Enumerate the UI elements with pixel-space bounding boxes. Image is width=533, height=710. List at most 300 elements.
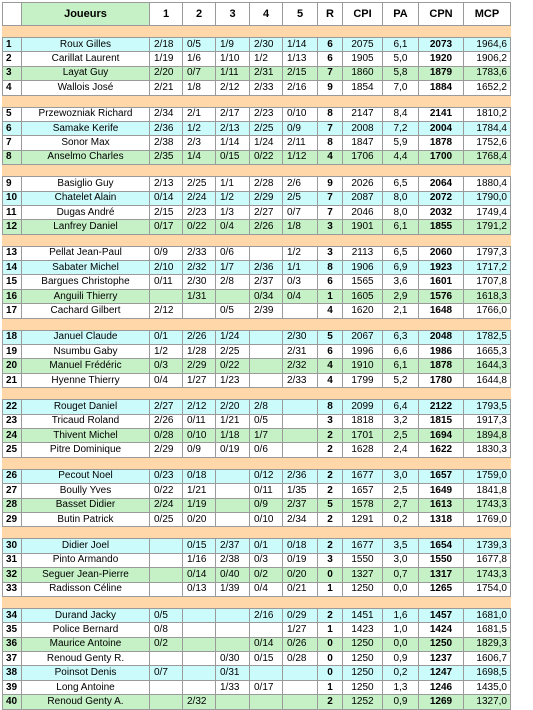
round-3-result: 1/3 <box>216 205 250 219</box>
player-row <box>3 553 511 567</box>
separator-cell <box>250 596 283 608</box>
player-cpi: 1906 <box>343 261 383 275</box>
round-4-result: 1/24 <box>250 136 283 150</box>
player-cpi: 1620 <box>343 304 383 318</box>
round-4-result: 2/39 <box>250 304 283 318</box>
player-number: 22 <box>3 400 22 414</box>
round-5-result: 2/34 <box>283 512 318 526</box>
player-cpn: 2064 <box>419 177 464 191</box>
round-1-result: 2/20 <box>150 66 183 80</box>
round-3-result: 1/23 <box>216 373 250 387</box>
player-mcp: 1749,4 <box>464 205 511 219</box>
separator-cell <box>183 388 216 400</box>
round-5-result: 1/13 <box>283 52 318 66</box>
header-num <box>3 3 22 26</box>
player-pa: 6,5 <box>383 246 419 260</box>
player-pa: 6,1 <box>383 220 419 234</box>
player-name: Pellat Jean-Paul <box>22 246 150 260</box>
group-separator <box>3 388 511 400</box>
player-pa: 7,2 <box>383 121 419 135</box>
player-mcp: 1964,6 <box>464 38 511 52</box>
round-2-result: 0/9 <box>183 443 216 457</box>
separator-cell <box>3 527 22 539</box>
player-cpi: 1657 <box>343 484 383 498</box>
round-3-result: 0/31 <box>216 666 250 680</box>
separator-cell <box>3 26 22 38</box>
round-5-result: 0/28 <box>283 652 318 666</box>
round-4-result: 0/14 <box>250 637 283 651</box>
player-number: 31 <box>3 553 22 567</box>
round-1-result: 2/12 <box>150 304 183 318</box>
separator-cell <box>150 388 183 400</box>
player-mcp: 1681,0 <box>464 608 511 622</box>
player-row <box>3 484 511 498</box>
round-3-result: 2/38 <box>216 553 250 567</box>
player-cpi: 1565 <box>343 275 383 289</box>
player-name: Rouget Daniel <box>22 400 150 414</box>
round-3-result: 2/20 <box>216 400 250 414</box>
round-4-result: 1/2 <box>250 52 283 66</box>
player-r: 0 <box>318 568 343 582</box>
player-row <box>3 205 511 219</box>
player-name: Bargues Christophe <box>22 275 150 289</box>
player-name: Renoud Genty R. <box>22 652 150 666</box>
player-mcp: 1717,2 <box>464 261 511 275</box>
round-5-result: 1/35 <box>283 484 318 498</box>
player-number: 21 <box>3 373 22 387</box>
player-name: Manuel Frédéric <box>22 359 150 373</box>
round-4-result: 2/27 <box>250 205 283 219</box>
player-pa: 3,2 <box>383 414 419 428</box>
player-cpi: 2087 <box>343 191 383 205</box>
player-number: 3 <box>3 66 22 80</box>
player-cpn: 1265 <box>419 582 464 596</box>
round-5-result: 2/32 <box>283 359 318 373</box>
round-2-result <box>183 637 216 651</box>
player-cpi: 1327 <box>343 568 383 582</box>
separator-cell <box>283 318 318 330</box>
round-2-result: 1/21 <box>183 484 216 498</box>
player-name: Hyenne Thierry <box>22 373 150 387</box>
player-pa: 5,9 <box>383 136 419 150</box>
separator-cell <box>383 95 419 107</box>
round-4-result: 0/5 <box>250 414 283 428</box>
separator-cell <box>283 165 318 177</box>
round-1-result <box>150 568 183 582</box>
separator-cell <box>343 388 383 400</box>
player-mcp: 1783,6 <box>464 66 511 80</box>
round-3-result <box>216 512 250 526</box>
player-row <box>3 38 511 52</box>
round-5-result: 0/26 <box>283 637 318 651</box>
round-4-result: 2/30 <box>250 38 283 52</box>
player-name: Chatelet Alain <box>22 191 150 205</box>
player-r: 2 <box>318 443 343 457</box>
player-r: 5 <box>318 330 343 344</box>
round-2-result: 1/19 <box>183 498 216 512</box>
player-cpi: 1250 <box>343 666 383 680</box>
player-cpi: 1677 <box>343 539 383 553</box>
round-5-result: 2/30 <box>283 330 318 344</box>
round-1-result: 2/27 <box>150 400 183 414</box>
player-number: 26 <box>3 469 22 483</box>
separator-cell <box>22 318 150 330</box>
round-2-result <box>183 680 216 694</box>
round-2-result: 1/4 <box>183 150 216 164</box>
separator-cell <box>464 165 511 177</box>
player-r: 4 <box>318 150 343 164</box>
player-cpn: 1780 <box>419 373 464 387</box>
separator-cell <box>250 95 283 107</box>
player-number: 7 <box>3 136 22 150</box>
group-separator <box>3 26 511 38</box>
player-mcp: 1782,5 <box>464 330 511 344</box>
round-3-result: 1/9 <box>216 38 250 52</box>
separator-cell <box>183 318 216 330</box>
player-mcp: 1790,0 <box>464 191 511 205</box>
player-row <box>3 623 511 637</box>
round-4-result <box>250 373 283 387</box>
separator-cell <box>250 234 283 246</box>
round-5-result: 0/21 <box>283 582 318 596</box>
round-1-result: 0/8 <box>150 623 183 637</box>
player-cpn: 1878 <box>419 136 464 150</box>
player-mcp: 1652,2 <box>464 81 511 95</box>
player-number: 20 <box>3 359 22 373</box>
round-5-result: 2/31 <box>283 345 318 359</box>
separator-cell <box>464 26 511 38</box>
round-1-result <box>150 582 183 596</box>
player-row <box>3 289 511 303</box>
player-mcp: 1435,0 <box>464 680 511 694</box>
player-r: 2 <box>318 695 343 709</box>
group-separator <box>3 527 511 539</box>
player-cpn: 1250 <box>419 637 464 651</box>
round-3-result: 1/2 <box>216 191 250 205</box>
round-4-result: 2/29 <box>250 191 283 205</box>
separator-cell <box>318 95 343 107</box>
group-separator <box>3 596 511 608</box>
separator-cell <box>250 26 283 38</box>
round-5-result: 0/4 <box>283 289 318 303</box>
player-cpi: 1250 <box>343 582 383 596</box>
player-row <box>3 680 511 694</box>
separator-cell <box>283 234 318 246</box>
group-separator <box>3 234 511 246</box>
round-1-result: 2/35 <box>150 150 183 164</box>
round-4-result: 0/2 <box>250 568 283 582</box>
player-row <box>3 330 511 344</box>
round-4-result: 0/17 <box>250 680 283 694</box>
player-pa: 4,4 <box>383 150 419 164</box>
round-2-result: 0/11 <box>183 414 216 428</box>
header-row <box>3 3 511 26</box>
player-cpi: 2008 <box>343 121 383 135</box>
player-cpi: 1799 <box>343 373 383 387</box>
separator-cell <box>419 234 464 246</box>
player-name: Nsumbu Gaby <box>22 345 150 359</box>
round-2-result: 2/26 <box>183 330 216 344</box>
player-pa: 6,4 <box>383 400 419 414</box>
round-3-result <box>216 695 250 709</box>
round-4-result: 2/33 <box>250 81 283 95</box>
player-pa: 0,0 <box>383 582 419 596</box>
player-name: Anselmo Charles <box>22 150 150 164</box>
player-r: 8 <box>318 136 343 150</box>
player-name: Didier Joel <box>22 539 150 553</box>
player-cpi: 2046 <box>343 205 383 219</box>
round-5-result: 0/29 <box>283 608 318 622</box>
round-2-result: 2/1 <box>183 107 216 121</box>
separator-cell <box>464 457 511 469</box>
separator-cell <box>419 318 464 330</box>
round-3-result: 2/8 <box>216 275 250 289</box>
round-2-result: 2/23 <box>183 205 216 219</box>
separator-cell <box>216 234 250 246</box>
round-4-result: 0/34 <box>250 289 283 303</box>
round-2-result <box>183 666 216 680</box>
separator-cell <box>464 95 511 107</box>
round-2-result: 1/8 <box>183 81 216 95</box>
separator-cell <box>250 165 283 177</box>
round-4-result <box>250 695 283 709</box>
header-round-3: 3 <box>216 3 250 26</box>
player-number: 6 <box>3 121 22 135</box>
header-joueurs: Joueurs <box>22 3 150 26</box>
round-2-result: 1/28 <box>183 345 216 359</box>
player-cpn: 2004 <box>419 121 464 135</box>
player-mcp: 1906,2 <box>464 52 511 66</box>
player-number: 13 <box>3 246 22 260</box>
player-pa: 5,2 <box>383 373 419 387</box>
player-mcp: 1743,3 <box>464 568 511 582</box>
player-cpi: 1250 <box>343 680 383 694</box>
separator-cell <box>464 318 511 330</box>
round-5-result: 1/14 <box>283 38 318 52</box>
round-1-result <box>150 652 183 666</box>
player-cpn: 1237 <box>419 652 464 666</box>
player-name: Samake Kerife <box>22 121 150 135</box>
separator-cell <box>22 234 150 246</box>
player-number: 29 <box>3 512 22 526</box>
round-4-result: 0/4 <box>250 582 283 596</box>
player-cpi: 1860 <box>343 66 383 80</box>
player-number: 15 <box>3 275 22 289</box>
player-number: 16 <box>3 289 22 303</box>
player-cpi: 1423 <box>343 623 383 637</box>
separator-cell <box>419 26 464 38</box>
player-mcp: 1766,0 <box>464 304 511 318</box>
round-2-result <box>183 608 216 622</box>
round-5-result <box>283 680 318 694</box>
player-cpn: 2141 <box>419 107 464 121</box>
separator-cell <box>183 95 216 107</box>
round-4-result <box>250 345 283 359</box>
player-number: 11 <box>3 205 22 219</box>
player-number: 23 <box>3 414 22 428</box>
player-name: Tricaud Roland <box>22 414 150 428</box>
player-mcp: 1665,3 <box>464 345 511 359</box>
player-pa: 5,0 <box>383 52 419 66</box>
player-mcp: 1768,4 <box>464 150 511 164</box>
player-r: 6 <box>318 345 343 359</box>
round-1-result: 2/21 <box>150 81 183 95</box>
player-row <box>3 220 511 234</box>
round-5-result: 2/5 <box>283 191 318 205</box>
player-number: 14 <box>3 261 22 275</box>
player-r: 2 <box>318 484 343 498</box>
header-mcp: MCP <box>464 3 511 26</box>
round-1-result: 0/7 <box>150 666 183 680</box>
header-cpn: CPN <box>419 3 464 26</box>
player-number: 38 <box>3 666 22 680</box>
player-row <box>3 512 511 526</box>
player-mcp: 1644,3 <box>464 359 511 373</box>
player-cpi: 1250 <box>343 637 383 651</box>
separator-cell <box>283 527 318 539</box>
round-3-result: 2/37 <box>216 539 250 553</box>
player-number: 32 <box>3 568 22 582</box>
round-3-result <box>216 623 250 637</box>
player-number: 33 <box>3 582 22 596</box>
player-row <box>3 568 511 582</box>
player-pa: 2,5 <box>383 484 419 498</box>
player-name: Januel Claude <box>22 330 150 344</box>
player-name: Pecout Noel <box>22 469 150 483</box>
separator-cell <box>150 318 183 330</box>
separator-cell <box>383 318 419 330</box>
round-2-result: 0/13 <box>183 582 216 596</box>
player-number: 10 <box>3 191 22 205</box>
round-3-result: 1/11 <box>216 66 250 80</box>
player-r: 8 <box>318 261 343 275</box>
separator-cell <box>183 165 216 177</box>
round-4-result <box>250 359 283 373</box>
player-name: Wallois José <box>22 81 150 95</box>
player-name: Boully Yves <box>22 484 150 498</box>
player-cpn: 1879 <box>419 66 464 80</box>
player-name: Layat Guy <box>22 66 150 80</box>
separator-cell <box>22 457 150 469</box>
round-3-result: 0/4 <box>216 220 250 234</box>
player-cpi: 1854 <box>343 81 383 95</box>
separator-cell <box>183 26 216 38</box>
player-r: 0 <box>318 637 343 651</box>
separator-cell <box>22 95 150 107</box>
header-round-2: 2 <box>183 3 216 26</box>
player-r: 2 <box>318 608 343 622</box>
round-1-result: 2/29 <box>150 443 183 457</box>
player-mcp: 1829,3 <box>464 637 511 651</box>
player-number: 8 <box>3 150 22 164</box>
separator-cell <box>22 26 150 38</box>
player-cpi: 2147 <box>343 107 383 121</box>
separator-cell <box>216 596 250 608</box>
separator-cell <box>22 165 150 177</box>
separator-cell <box>183 234 216 246</box>
player-number: 35 <box>3 623 22 637</box>
player-mcp: 1830,3 <box>464 443 511 457</box>
player-pa: 1,6 <box>383 608 419 622</box>
round-5-result: 2/37 <box>283 498 318 512</box>
round-4-result: 0/15 <box>250 652 283 666</box>
separator-cell <box>343 457 383 469</box>
player-pa: 3,5 <box>383 539 419 553</box>
player-cpn: 1649 <box>419 484 464 498</box>
round-4-result: 2/23 <box>250 107 283 121</box>
round-5-result: 2/36 <box>283 469 318 483</box>
separator-cell <box>3 165 22 177</box>
player-r: 1 <box>318 289 343 303</box>
group-separator <box>3 95 511 107</box>
player-number: 27 <box>3 484 22 498</box>
player-pa: 6,1 <box>383 359 419 373</box>
round-3-result <box>216 469 250 483</box>
round-1-result: 0/11 <box>150 275 183 289</box>
player-pa: 5,8 <box>383 66 419 80</box>
round-3-result: 0/5 <box>216 304 250 318</box>
round-3-result: 1/10 <box>216 52 250 66</box>
player-cpn: 1923 <box>419 261 464 275</box>
round-4-result: 2/16 <box>250 608 283 622</box>
player-r: 0 <box>318 652 343 666</box>
player-mcp: 1759,0 <box>464 469 511 483</box>
player-name: Cachard Gilbert <box>22 304 150 318</box>
player-row <box>3 261 511 275</box>
player-mcp: 1754,0 <box>464 582 511 596</box>
separator-cell <box>343 596 383 608</box>
player-r: 3 <box>318 553 343 567</box>
player-mcp: 1810,2 <box>464 107 511 121</box>
player-r: 6 <box>318 52 343 66</box>
round-1-result: 0/17 <box>150 220 183 234</box>
player-mcp: 1841,8 <box>464 484 511 498</box>
player-cpi: 1910 <box>343 359 383 373</box>
round-1-result: 0/4 <box>150 373 183 387</box>
player-pa: 0,2 <box>383 512 419 526</box>
player-cpi: 1905 <box>343 52 383 66</box>
player-r: 9 <box>318 177 343 191</box>
separator-cell <box>283 596 318 608</box>
player-cpi: 1996 <box>343 345 383 359</box>
player-cpi: 1628 <box>343 443 383 457</box>
player-pa: 7,0 <box>383 81 419 95</box>
round-5-result: 0/10 <box>283 107 318 121</box>
player-cpi: 2026 <box>343 177 383 191</box>
player-row <box>3 498 511 512</box>
player-cpi: 1901 <box>343 220 383 234</box>
player-r: 8 <box>318 107 343 121</box>
round-2-result: 2/30 <box>183 275 216 289</box>
round-4-result <box>250 666 283 680</box>
player-number: 24 <box>3 428 22 442</box>
player-number: 9 <box>3 177 22 191</box>
player-mcp: 1681,5 <box>464 623 511 637</box>
round-3-result: 2/25 <box>216 345 250 359</box>
round-3-result: 1/7 <box>216 261 250 275</box>
round-1-result <box>150 289 183 303</box>
round-2-result <box>183 623 216 637</box>
player-r: 7 <box>318 66 343 80</box>
player-r: 2 <box>318 539 343 553</box>
round-1-result: 2/36 <box>150 121 183 135</box>
round-2-result: 1/16 <box>183 553 216 567</box>
round-2-result: 0/15 <box>183 539 216 553</box>
round-1-result <box>150 680 183 694</box>
round-2-result: 1/2 <box>183 121 216 135</box>
separator-cell <box>419 527 464 539</box>
player-pa: 0,9 <box>383 695 419 709</box>
